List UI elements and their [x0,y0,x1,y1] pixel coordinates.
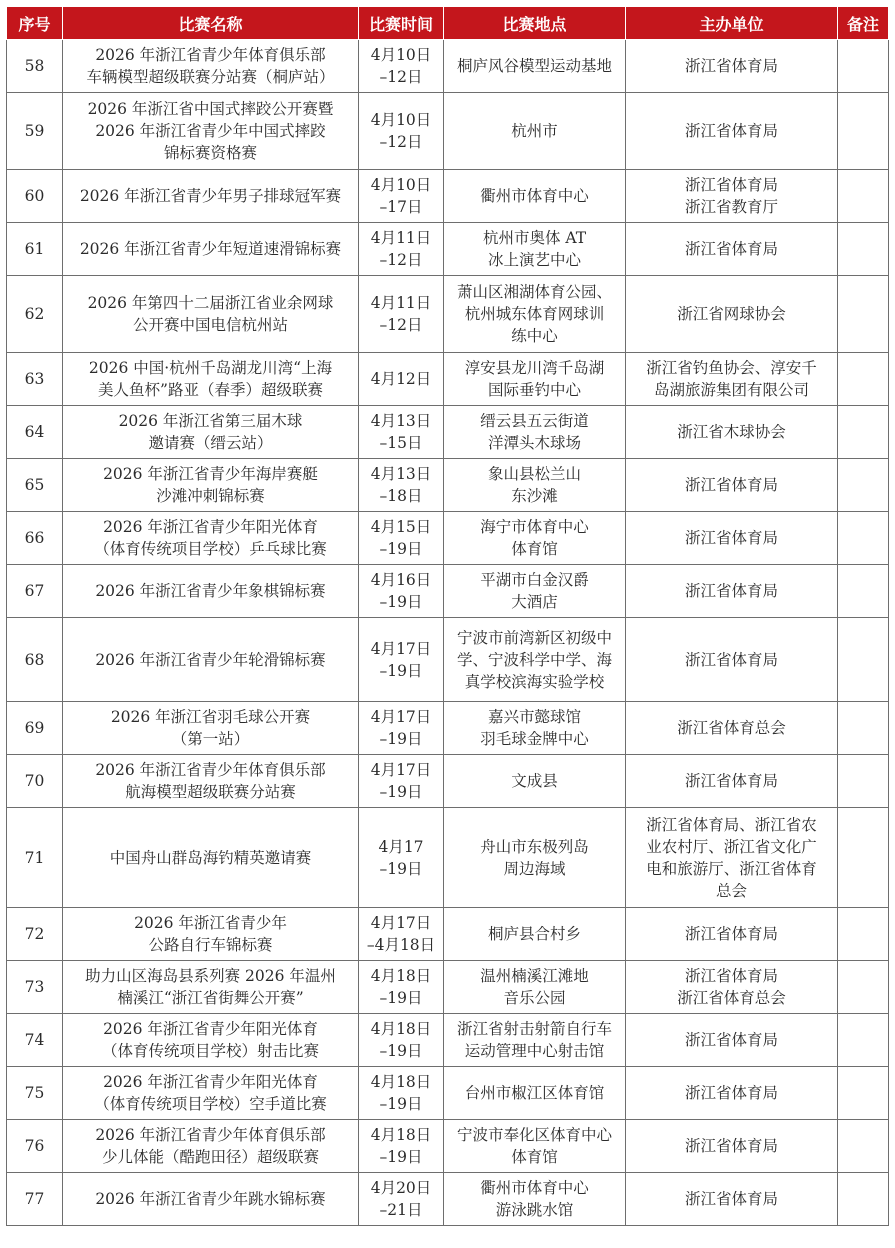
cell-organizer-line: 浙江省体育总会 [677,989,786,1007]
cell-name-line: 2026 年浙江省青少年 [134,914,287,932]
table-row [7,1014,889,1067]
cell-date-line: 4月17日 [370,639,432,658]
cell-date-line: –19日 [379,859,423,878]
cell-name-line: 2026 年浙江省青少年轮滑锦标赛 [95,650,326,669]
cell-name [63,755,359,808]
cell-name-line: 2026 中国·杭州千岛湖龙川湾“上海 [88,359,333,377]
cell-organizer-line: 浙江省体育局 [684,1137,778,1155]
cell-organizer [626,961,838,1014]
cell-venue-line: 周边海域 [503,859,566,878]
cell-date-line: –19日 [379,661,423,680]
cell-organizer-line: 浙江省体育局 [684,967,778,985]
cell-organizer-line: 电和旅游厅、浙江省体育 [646,859,817,878]
cell-date-line: 4月12日 [370,370,432,388]
cell-venue [444,808,626,908]
cell-note [838,808,889,908]
cell-no: 70 [7,755,63,808]
cell-venue-line: 宁波市前湾新区初级中 [456,628,612,647]
cell-organizer-line: 浙江省体育局 [684,1190,778,1208]
cell-venue-line: 国际垂钓中心 [487,381,581,399]
cell-date [359,276,444,353]
cell-venue [444,755,626,808]
table-row [7,93,889,170]
cell-organizer [626,1120,838,1173]
cell-venue-line: 淳安县龙川湾千岛湖 [464,359,605,377]
cell-no: 60 [7,170,63,223]
cell-venue [444,908,626,961]
cell-no: 61 [7,223,63,276]
cell-no: 64 [7,406,63,459]
cell-name-line: 2026 年浙江省青少年海岸赛艇 [103,465,318,483]
cell-note [838,276,889,353]
cell-organizer [626,1067,838,1120]
cell-venue-line: 浙江省射击射箭自行车 [456,1020,612,1038]
cell-organizer-line: 浙江省体育局 [684,529,778,547]
header-note: 备注 [838,7,889,40]
cell-note [838,406,889,459]
cell-venue [444,512,626,565]
cell-organizer [626,908,838,961]
cell-date-line: 4月16日 [370,571,432,589]
cell-organizer-line: 总会 [715,881,747,900]
table-row [7,40,889,93]
cell-date-line: 4月18日 [370,1126,432,1144]
cell-date-line: –19日 [379,783,423,801]
table-body [7,40,889,1226]
cell-venue-line: 温州楠溪江滩地 [480,967,589,985]
cell-venue [444,40,626,93]
cell-venue [444,1120,626,1173]
cell-venue [444,565,626,618]
cell-organizer [626,1014,838,1067]
cell-name [63,565,359,618]
cell-date [359,702,444,755]
cell-venue-line: 衢州市体育中心 [480,187,589,205]
cell-venue-line: 桐庐风谷模型运动基地 [456,57,612,75]
cell-no: 62 [7,276,63,353]
cell-note [838,565,889,618]
cell-no: 75 [7,1067,63,1120]
cell-organizer-line: 浙江省体育局 [684,240,778,258]
cell-name-line: 2026 年浙江省青少年跳水锦标赛 [95,1190,326,1208]
cell-note [838,908,889,961]
cell-note [838,93,889,170]
cell-date-line: –19日 [379,593,423,611]
cell-organizer [626,170,838,223]
cell-date [359,459,444,512]
cell-name-line: 公开赛中国电信杭州站 [132,316,288,334]
cell-no: 69 [7,702,63,755]
cell-no: 65 [7,459,63,512]
cell-name-line: （体育传统项目学校）射击比赛 [101,1042,319,1060]
table-row [7,170,889,223]
cell-venue-line: 嘉兴市懿球馆 [487,708,581,726]
cell-date [359,961,444,1014]
cell-organizer [626,276,838,353]
cell-no: 66 [7,512,63,565]
cell-organizer [626,353,838,406]
cell-venue [444,961,626,1014]
cell-date [359,223,444,276]
cell-note [838,353,889,406]
table-row [7,223,889,276]
cell-date-line: 4月18日 [370,1020,432,1038]
cell-venue-line: 萧山区湘湖体育公园、 [456,283,612,301]
cell-date-line: 4月15日 [370,518,432,536]
cell-date-line: 4月17 [378,837,424,856]
cell-date-line: 4月18日 [370,1073,432,1091]
cell-organizer-line: 浙江省体育局 [684,772,778,790]
cell-date [359,618,444,702]
cell-note [838,961,889,1014]
cell-name [63,459,359,512]
cell-date-line: –19日 [379,540,423,558]
cell-name [63,276,359,353]
cell-venue-line: 缙云县五云街道 [480,412,589,430]
cell-name [63,808,359,908]
cell-venue-line: 象山县松兰山 [487,465,581,483]
cell-no: 63 [7,353,63,406]
cell-no: 68 [7,618,63,702]
cell-name-line: 2026 年浙江省青少年象棋锦标赛 [95,582,326,600]
cell-organizer [626,755,838,808]
cell-date [359,406,444,459]
cell-date [359,1067,444,1120]
cell-organizer-line: 浙江省教育厅 [684,198,778,216]
cell-venue-line: 台州市椒江区体育馆 [464,1084,605,1102]
cell-note [838,1173,889,1226]
cell-name-line: 邀请赛（缙云站） [148,434,273,452]
cell-note [838,223,889,276]
cell-date-line: 4月10日 [370,176,432,194]
cell-venue [444,459,626,512]
cell-name-line: 2026 年浙江省青少年体育俱乐部 [95,46,326,64]
table-row [7,276,889,353]
cell-no: 77 [7,1173,63,1226]
cell-name-line: 2026 年浙江省第三届木球 [118,412,303,430]
table-row [7,961,889,1014]
cell-no: 71 [7,808,63,908]
cell-name-line: 楠溪江“浙江省街舞公开赛” [117,989,304,1007]
cell-venue-line: 桐庐县合村乡 [487,925,581,943]
cell-date-line: 4月13日 [370,465,432,483]
cell-name-line: 车辆模型超级联赛分站赛（桐庐站） [86,68,335,86]
cell-organizer-line: 浙江省体育局 [684,176,778,194]
cell-date-line: –19日 [379,989,423,1007]
cell-name-line: 中国舟山群岛海钓精英邀请赛 [109,848,312,867]
cell-name-line: 2026 年浙江省青少年体育俱乐部 [95,761,326,779]
cell-name-line: 航海模型超级联赛分站赛 [125,783,296,801]
cell-venue-line: 羽毛球金牌中心 [480,730,589,748]
cell-venue-line: 运动管理中心射击馆 [464,1042,605,1060]
header-venue: 比赛地点 [444,7,626,40]
cell-organizer-line: 浙江省体育总会 [677,719,786,737]
cell-date-line: –19日 [379,1095,423,1113]
cell-venue-line: 杭州市奥体 AT [482,229,587,247]
cell-organizer [626,702,838,755]
cell-organizer-line: 浙江省体育局 [684,1031,778,1049]
table-row [7,908,889,961]
cell-name [63,223,359,276]
cell-date [359,1014,444,1067]
cell-venue [444,406,626,459]
cell-no: 59 [7,93,63,170]
cell-organizer [626,223,838,276]
cell-date-line: 4月20日 [370,1179,432,1197]
cell-no: 67 [7,565,63,618]
cell-date-line: 4月18日 [370,967,432,985]
cell-venue-line: 体育馆 [511,1148,558,1166]
table-row [7,512,889,565]
cell-name-line: 沙滩冲刺锦标赛 [156,487,265,505]
cell-date-line: –4月18日 [366,936,436,954]
cell-venue-line: 学、宁波科学中学、海 [456,650,612,669]
table-row [7,406,889,459]
cell-name-line: （体育传统项目学校）乒乓球比赛 [94,540,327,558]
cell-date-line: 4月13日 [370,412,432,430]
cell-name [63,406,359,459]
cell-name [63,40,359,93]
cell-name-line: 2026 年浙江省青少年男子排球冠军赛 [79,187,342,205]
table-row [7,1120,889,1173]
cell-venue-line: 东沙滩 [511,487,558,505]
cell-no: 73 [7,961,63,1014]
cell-name-line: 锦标赛资格赛 [163,144,257,162]
cell-date-line: –12日 [379,316,423,334]
cell-organizer [626,93,838,170]
cell-date [359,170,444,223]
cell-note [838,755,889,808]
cell-organizer-line: 浙江省体育局、浙江省农 [646,815,817,834]
cell-venue-line: 杭州城东体育网球训 [464,305,605,323]
header-date: 比赛时间 [359,7,444,40]
cell-date-line: 4月17日 [370,708,432,726]
table-row [7,1067,889,1120]
cell-name-line: 2026 年第四十二届浙江省业余网球 [87,294,334,312]
cell-venue-line: 文成县 [511,772,558,790]
cell-venue-line: 杭州市 [511,122,558,140]
cell-date-line: –12日 [379,133,423,151]
cell-date-line: –18日 [379,487,423,505]
cell-date-line: –17日 [379,198,423,216]
table-row [7,459,889,512]
cell-date-line: –19日 [379,730,423,748]
cell-venue [444,223,626,276]
cell-note [838,702,889,755]
cell-venue-line: 体育馆 [511,540,558,558]
cell-name-line: 2026 年浙江省羽毛球公开赛 [110,708,311,726]
cell-date [359,808,444,908]
cell-venue-line: 真学校滨海实验学校 [464,672,605,691]
cell-venue-line: 衢州市体育中心 [480,1179,589,1197]
cell-organizer [626,40,838,93]
cell-organizer [626,459,838,512]
cell-no: 74 [7,1014,63,1067]
cell-date [359,908,444,961]
competition-schedule-table [6,6,889,1226]
cell-name [63,1014,359,1067]
cell-note [838,170,889,223]
cell-date-line: 4月11日 [370,294,432,312]
cell-name-line: 2026 年浙江省青少年阳光体育 [103,1073,318,1091]
cell-organizer [626,808,838,908]
cell-no: 76 [7,1120,63,1173]
cell-venue [444,276,626,353]
cell-date-line: –12日 [379,68,423,86]
cell-venue [444,618,626,702]
cell-name [63,702,359,755]
cell-date [359,1173,444,1226]
cell-date-line: 4月10日 [370,111,432,129]
cell-organizer-line: 浙江省体育局 [684,650,778,669]
table-row [7,1173,889,1226]
cell-name [63,1120,359,1173]
cell-venue-line: 宁波市奉化区体育中心 [456,1126,612,1144]
cell-name [63,170,359,223]
cell-note [838,1067,889,1120]
cell-name [63,618,359,702]
cell-name [63,1067,359,1120]
table-row [7,618,889,702]
cell-organizer-line: 浙江省体育局 [684,476,778,494]
cell-name-line: 2026 年浙江省青少年体育俱乐部 [95,1126,326,1144]
cell-note [838,1014,889,1067]
cell-venue [444,1173,626,1226]
cell-no: 72 [7,908,63,961]
cell-venue [444,353,626,406]
cell-organizer-line: 业农村厅、浙江省文化广 [646,837,817,856]
header-name: 比赛名称 [63,7,359,40]
cell-name [63,93,359,170]
table-row [7,702,889,755]
cell-organizer [626,1173,838,1226]
cell-date [359,565,444,618]
cell-note [838,459,889,512]
cell-name-line: 2026 年浙江省青少年阳光体育 [103,518,318,536]
cell-venue [444,702,626,755]
cell-date [359,40,444,93]
cell-name [63,961,359,1014]
cell-date [359,1120,444,1173]
cell-name-line: 2026 年浙江省中国式摔跤公开赛暨 [87,100,334,118]
cell-organizer [626,565,838,618]
cell-note [838,512,889,565]
cell-organizer [626,406,838,459]
cell-organizer-line: 浙江省体育局 [684,582,778,600]
cell-venue-line: 大酒店 [511,593,558,611]
cell-date-line: –21日 [379,1201,423,1219]
cell-date [359,93,444,170]
cell-organizer-line: 岛湖旅游集团有限公司 [653,381,809,399]
cell-organizer-line: 浙江省体育局 [684,122,778,140]
cell-organizer-line: 浙江省体育局 [684,925,778,943]
cell-venue-line: 冰上演艺中心 [487,251,581,269]
cell-date-line: –19日 [379,1148,423,1166]
header-organizer: 主办单位 [626,7,838,40]
cell-name-line: 美人鱼杯”路亚（春季）超级联赛 [98,381,323,399]
table-row [7,353,889,406]
cell-venue [444,170,626,223]
cell-venue [444,93,626,170]
cell-date-line: –19日 [379,1042,423,1060]
cell-venue-line: 海宁市体育中心 [480,518,589,536]
cell-name-line: 助力山区海岛县系列赛 2026 年温州 [85,967,336,985]
cell-venue [444,1014,626,1067]
header-row [7,7,889,40]
cell-organizer [626,618,838,702]
cell-date-line: 4月17日 [370,761,432,779]
cell-venue [444,1067,626,1120]
cell-name-line: 2026 年浙江省青少年短道速滑锦标赛 [79,240,342,258]
cell-organizer-line: 浙江省钓鱼协会、淳安千 [646,359,817,377]
cell-note [838,1120,889,1173]
cell-date [359,512,444,565]
cell-name-line: 公路自行车锦标赛 [148,936,273,954]
cell-name-line: （体育传统项目学校）空手道比赛 [94,1095,327,1113]
table-row [7,565,889,618]
cell-note [838,40,889,93]
cell-venue-line: 音乐公园 [503,989,566,1007]
header-no: 序号 [7,7,63,40]
cell-name-line: （第一站） [171,730,250,748]
cell-name [63,353,359,406]
cell-venue-line: 游泳跳水馆 [495,1201,574,1219]
cell-organizer-line: 浙江省体育局 [684,1084,778,1102]
cell-date-line: 4月10日 [370,46,432,64]
cell-organizer-line: 浙江省木球协会 [677,423,786,441]
cell-name [63,908,359,961]
cell-note [838,618,889,702]
cell-date-line: –15日 [379,434,423,452]
cell-date [359,755,444,808]
cell-name-line: 2026 年浙江省青少年阳光体育 [103,1020,318,1038]
cell-venue-line: 洋潭头木球场 [487,434,581,452]
cell-date [359,353,444,406]
cell-venue-line: 练中心 [511,327,558,345]
cell-organizer-line: 浙江省体育局 [684,57,778,75]
cell-date-line: 4月17日 [370,914,432,932]
cell-organizer-line: 浙江省网球协会 [677,305,786,323]
cell-name-line: 2026 年浙江省青少年中国式摔跤 [95,122,326,140]
cell-date-line: –12日 [379,251,423,269]
table-row [7,808,889,908]
cell-no: 58 [7,40,63,93]
table-row [7,755,889,808]
cell-name [63,512,359,565]
cell-name-line: 少儿体能（酷跑田径）超级联赛 [101,1148,319,1166]
cell-organizer [626,512,838,565]
cell-date-line: 4月11日 [370,229,432,247]
cell-venue-line: 平湖市白金汉爵 [480,571,589,589]
cell-venue-line: 舟山市东极列岛 [480,837,589,856]
cell-name [63,1173,359,1226]
